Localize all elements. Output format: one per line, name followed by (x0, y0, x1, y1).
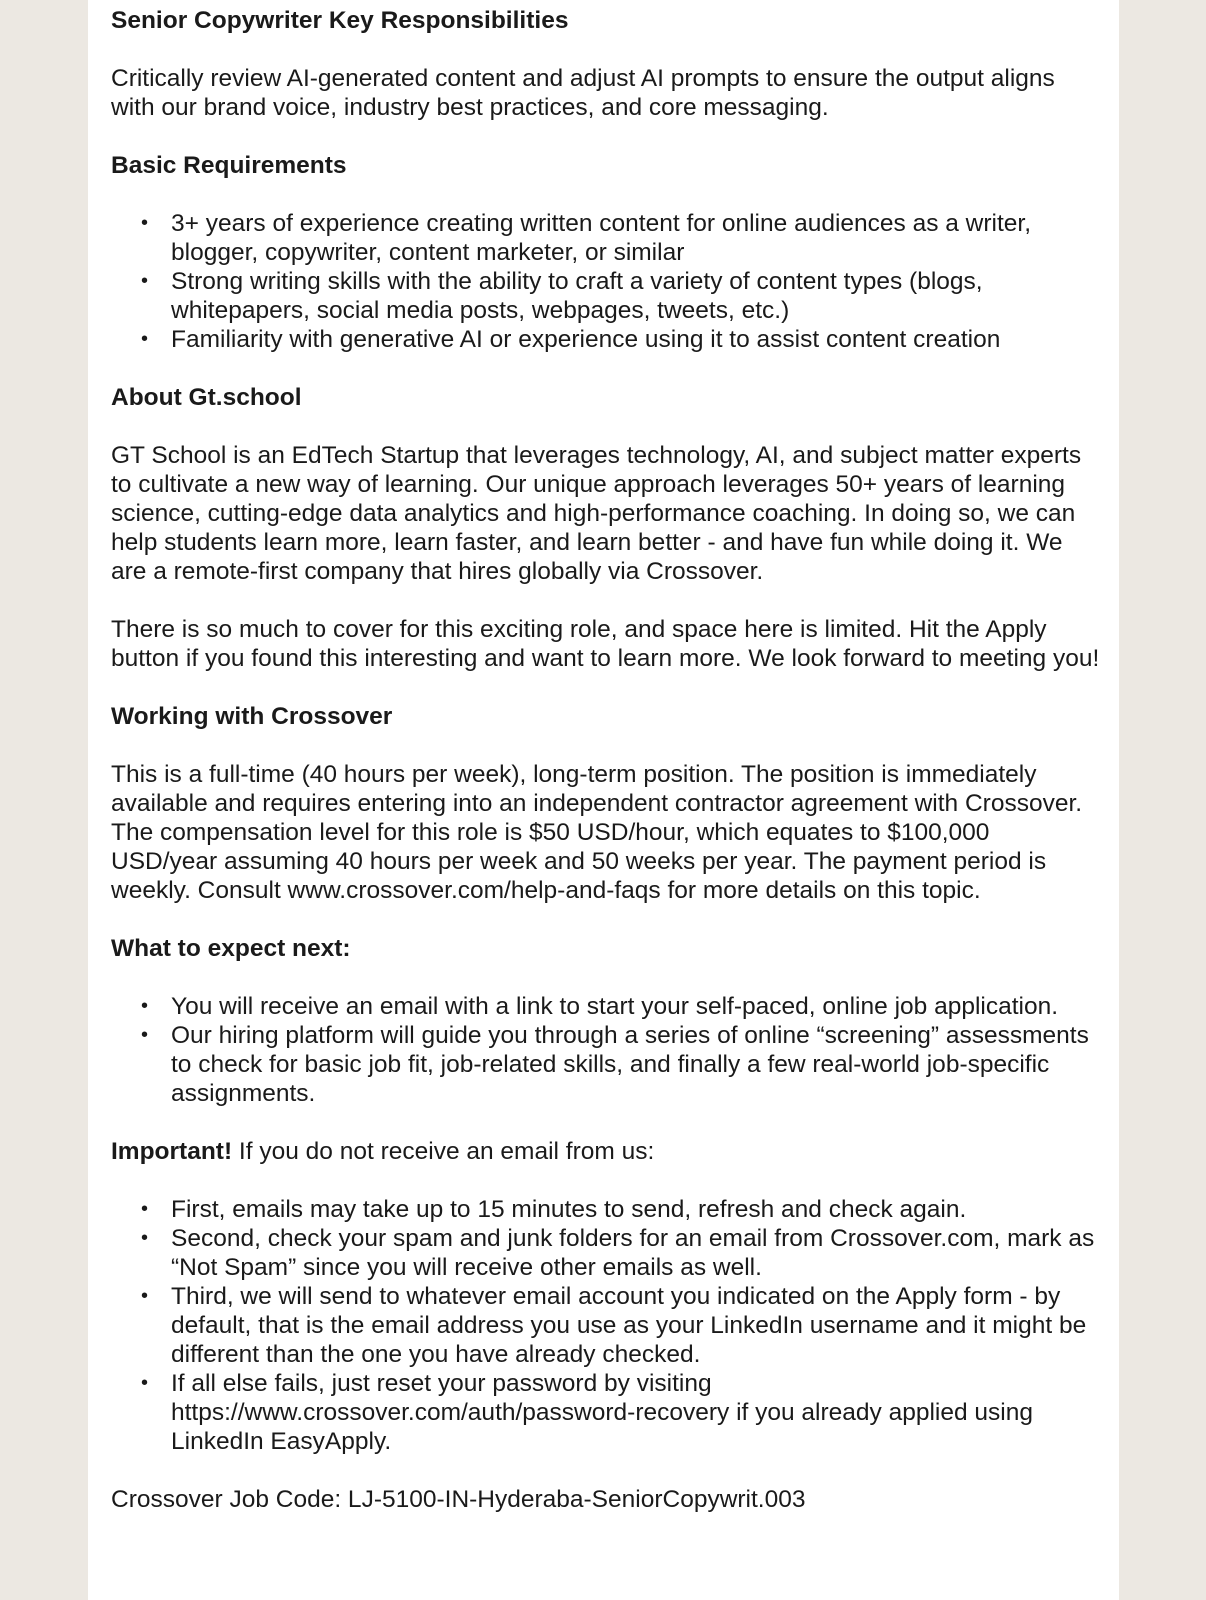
bullet-icon: • (141, 1372, 149, 1394)
bullet-icon: • (141, 212, 149, 234)
about-heading: About Gt.school (111, 384, 302, 411)
important-label: Important! (111, 1138, 233, 1165)
list-item: • You will receive an email with a link to start your self-paced, online job application. (141, 993, 1059, 1020)
responsibilities-heading: Senior Copywriter Key Responsibilities (111, 7, 569, 34)
crossover-body: This is a full-time (40 hours per week), long-term position. The position is immediately available and requires entering into an independent contractor agreement with Crossover. The compensation level for this role is $50 USD/hour, which equates to $100,000 USD/year assuming 40 hours per week and 50 weeks per year. The payment period is weekly. Consult www.crossover.com/help-and-faqs for more details on this topic. (111, 761, 1083, 904)
apply-cta-text: There is so much to cover for this exciting role, and space here is limited. Hit the Apply button if you found this interesting and want to learn more. We look forward to meeting you! (111, 616, 1100, 672)
requirements-heading: Basic Requirements (111, 152, 347, 179)
job-code: Crossover Job Code: LJ-5100-IN-Hyderaba-SeniorCopywrit.003 (111, 1486, 806, 1513)
list-item: • Strong writing skills with the ability to craft a variety of content types (blogs, whitepapers, social media posts, webpages, tweets, etc.) (141, 268, 983, 324)
bullet-icon: • (141, 1198, 149, 1220)
bullet-icon: • (141, 995, 149, 1017)
bullet-icon: • (141, 1285, 149, 1307)
list-item: • Our hiring platform will guide you through a series of online “screening” assessments to check for basic job fit, job-related skills, and finally a few real-world job-specific assignments. (141, 1022, 1089, 1107)
bullet-icon: • (141, 328, 149, 350)
list-item: • First, emails may take up to 15 minutes to send, refresh and check again. (141, 1196, 967, 1223)
important-text: If you do not receive an email from us: (232, 1138, 655, 1165)
list-item: • If all else fails, just reset your password by visiting https://www.crossover.com/auth/password-recovery if you already applied using LinkedIn EasyApply. (141, 1370, 1033, 1455)
about-body: GT School is an EdTech Startup that leverages technology, AI, and subject matter experts to cultivate a new way of learning. Our unique approach leverages 50+ years of learning science, cutting-edge data analytics and high-performance coaching. In doing so, we can help students learn more, learn faster, and learn better - and have fun while doing it. We are a remote-first company that hires globally via Crossover. (111, 442, 1082, 585)
list-item: • Second, check your spam and junk folders for an email from Crossover.com, mark as “Not Spam” since you will receive other emails as well. (141, 1225, 1095, 1281)
list-item: • Familiarity with generative AI or experience using it to assist content creation (141, 326, 1001, 353)
job-description (111, 6, 1101, 1514)
crossover-heading: Working with Crossover (111, 703, 393, 730)
bullet-icon: • (141, 270, 149, 292)
document-page (88, 0, 1119, 1600)
important-note (111, 1137, 1101, 1166)
next-steps-list (111, 992, 1101, 1108)
next-steps-heading: What to expect next: (111, 935, 351, 962)
responsibilities-body: Critically review AI-generated content and adjust AI prompts to ensure the output aligns with our brand voice, industry best practices, and core messaging. (111, 65, 1055, 121)
bullet-icon: • (141, 1227, 149, 1249)
bullet-icon: • (141, 1024, 149, 1046)
important-list (111, 1195, 1101, 1456)
requirements-list (111, 209, 1101, 354)
list-item: • Third, we will send to whatever email account you indicated on the Apply form - by default, that is the email address you use as your LinkedIn username and it might be different than the one you have already checked. (141, 1283, 1087, 1368)
list-item: • 3+ years of experience creating written content for online audiences as a writer, blogger, copywriter, content marketer, or similar (141, 210, 1032, 266)
